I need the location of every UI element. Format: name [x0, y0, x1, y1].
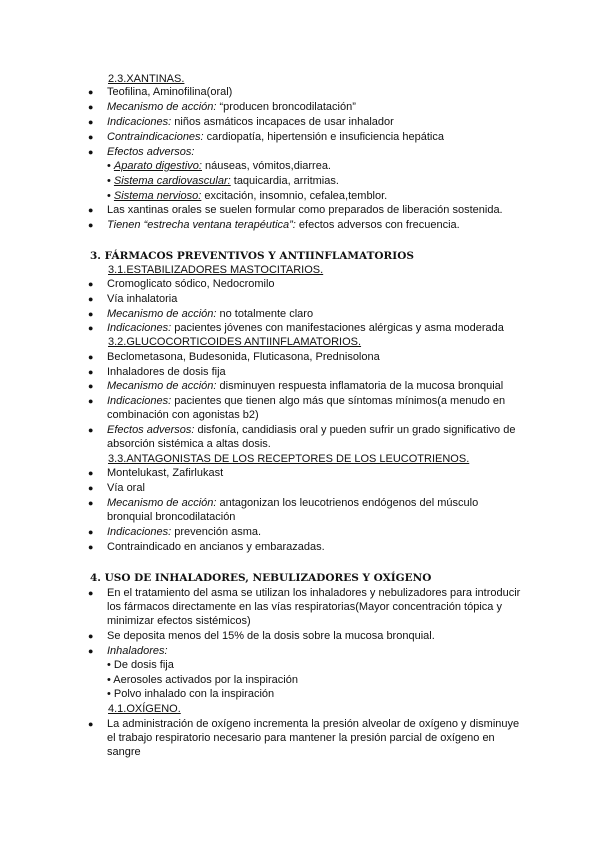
bullet: ● [88, 588, 94, 598]
section-heading-3: 3. FÁRMACOS PREVENTIVOS Y ANTIINFLAMATORIOS [90, 250, 414, 262]
subheading-antagonistas: 3.3.ANTAGONISTAS DE LOS RECEPTORES DE LOS LEUCOTRIENOS. [108, 453, 470, 465]
bullet: ● [88, 279, 94, 289]
list-item: Se deposita menos del 15% de la dosis sobre la mucosa bronquial. [107, 630, 435, 642]
list-item: Teofilina, Aminofilina(oral) [107, 86, 233, 98]
bullet: ● [88, 117, 94, 127]
list-item: Beclometasona, Budesonida, Fluticasona, Prednisolona [107, 351, 380, 363]
list-item: Indicaciones: prevención asma. [107, 526, 262, 538]
sub-list-item: • Polvo inhalado con la inspiración [107, 688, 275, 700]
subheading-glucocorticoides: 3.2.GLUCOCORTICOIDES ANTIINFLAMATORIOS. [108, 336, 362, 348]
list-item-continuation: absorción sistémica a altas dosis. [107, 438, 271, 450]
sub-list-item: • Aparato digestivo: náuseas, vómitos,diarrea. [107, 160, 331, 172]
bullet: ● [88, 352, 94, 362]
sub-list-item: • Aerosoles activados por la inspiración [107, 674, 298, 686]
list-item: Indicaciones: niños asmáticos incapaces de usar inhalador [107, 116, 394, 128]
list-item: Indicaciones: pacientes que tienen algo más que síntomas mínimos(a menudo en [107, 395, 506, 407]
bullet: ● [88, 102, 94, 112]
sub-list-item: • Sistema nervioso: excitación, insomnio, cefalea,temblor. [107, 190, 388, 202]
bullet: ● [88, 294, 94, 304]
bullet: ● [88, 719, 94, 729]
bullet: ● [88, 425, 94, 435]
list-item: Efectos adversos: [107, 146, 195, 158]
list-item: Mecanismo de acción: “producen broncodilatación” [107, 101, 356, 113]
list-item: Cromoglicato sódico, Nedocromilo [107, 278, 275, 290]
subheading-xantinas: 2.3.XANTINAS. [108, 73, 185, 85]
subheading-oxigeno: 4.1.OXÍGENO. [108, 703, 181, 715]
list-item: En el tratamiento del asma se utilizan los inhaladores y nebulizadores para introducir [107, 587, 521, 599]
list-item: Mecanismo de acción: no totalmente claro [107, 308, 314, 320]
bullet: ● [88, 527, 94, 537]
sub-list-item: • De dosis fija [107, 659, 174, 671]
list-item: Mecanismo de acción: disminuyen respuesta inflamatoria de la mucosa bronquial [107, 380, 504, 392]
sub-list-item: • Sistema cardiovascular: taquicardia, arritmias. [107, 175, 339, 187]
bullet: ● [88, 220, 94, 230]
list-item: Mecanismo de acción: antagonizan los leucotrienos endógenos del músculo [107, 497, 479, 509]
list-item: La administración de oxígeno incrementa la presión alveolar de oxígeno y disminuye [107, 718, 520, 730]
list-item: Efectos adversos: disfonía, candidiasis oral y pueden sufrir un grado significativo de [107, 424, 516, 436]
list-item-continuation: los fármacos directamente en las vías respiratorias(Mayor concentración tópica y [107, 601, 502, 613]
bullet: ● [88, 631, 94, 641]
bullet: ● [88, 205, 94, 215]
list-item-continuation: sangre [107, 746, 141, 758]
list-item: Tienen “estrecha ventana terapéutica”: efectos adversos con frecuencia. [107, 219, 460, 231]
bullet: ● [88, 87, 94, 97]
list-item: Las xantinas orales se suelen formular como preparados de liberación sostenida. [107, 204, 503, 216]
list-item: Vía inhalatoria [107, 293, 178, 305]
bullet: ● [88, 468, 94, 478]
list-item-continuation: minimizar efectos sistémicos) [107, 615, 251, 627]
bullet: ● [88, 309, 94, 319]
bullet: ● [88, 542, 94, 552]
list-item: Vía oral [107, 482, 145, 494]
list-item: Contraindicaciones: cardiopatía, hipertensión e insuficiencia hepática [107, 131, 444, 143]
list-item-continuation: bronquial broncodilatación [107, 511, 236, 523]
list-item: Contraindicado en ancianos y embarazadas. [107, 541, 325, 553]
subheading-estabilizadores: 3.1.ESTABILIZADORES MASTOCITARIOS. [108, 264, 324, 276]
bullet: ● [88, 323, 94, 333]
bullet: ● [88, 147, 94, 157]
bullet: ● [88, 381, 94, 391]
bullet: ● [88, 367, 94, 377]
list-item-continuation: combinación con agonistas b2) [107, 409, 259, 421]
list-item-continuation: el trabajo respiratorio necesario para mantener la presión parcial de oxígeno en [107, 732, 495, 744]
bullet: ● [88, 132, 94, 142]
section-heading-4: 4. USO DE INHALADORES, NEBULIZADORES Y OXÍGENO [90, 572, 432, 584]
bullet: ● [88, 646, 94, 656]
bullet: ● [88, 483, 94, 493]
list-item: Indicaciones: pacientes jóvenes con manifestaciones alérgicas y asma moderada [107, 322, 504, 334]
bullet: ● [88, 498, 94, 508]
list-item: Inhaladores de dosis fija [107, 366, 226, 378]
list-item: Montelukast, Zafirlukast [107, 467, 224, 479]
list-item: Inhaladores: [107, 645, 168, 657]
bullet: ● [88, 396, 94, 406]
